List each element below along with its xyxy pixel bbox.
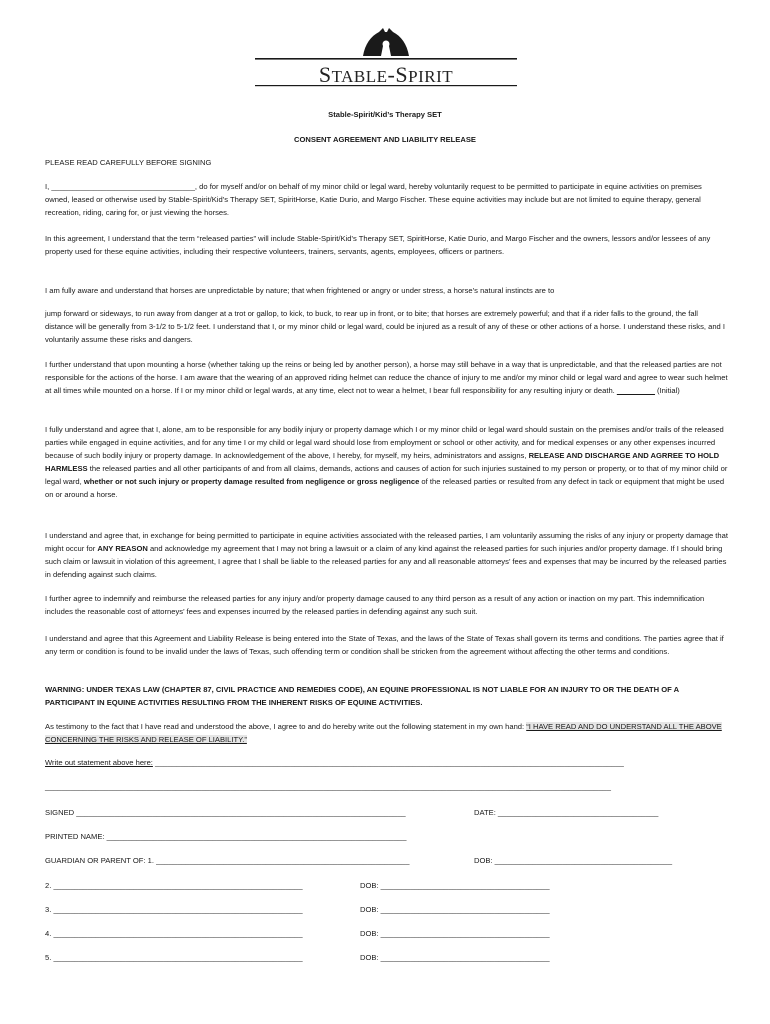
date-field[interactable]: DATE: ______________________________________	[474, 808, 659, 817]
paragraph-testimony: As testimony to the fact that I have read and understood the above, I agree to and do hereby write out the following statement in my own hand: “I HAVE READ AND DO UNDERSTAND ALL THE ABOVE CONCERNING THE RISKS AND RELEASE OF LIABILITY.”	[45, 722, 722, 744]
paragraph-released-parties: In this agreement, I understand that the term “released parties” will include Stable-Spirit/Kid’s Therapy SET, SpiritHorse, Katie Durio, and Margo Fischer and the owners, lessors and/or lessees of any property used for these equine activities, including their respective volunteers, trainers, servants, agents, employees, officers or partners.	[45, 234, 711, 256]
write-statement-field-2[interactable]: ______________________________________________________________________________________________________________________________________	[45, 782, 611, 791]
required-statement: “I HAVE READ AND DO UNDERSTAND ALL THE ABOVE CONCERNING THE RISKS AND RELEASE OF LIABILITY.”	[45, 722, 722, 744]
child-4-dob-field[interactable]: DOB: ________________________________________	[360, 929, 550, 938]
write-statement-label: Write out statement above here:	[45, 758, 153, 767]
guardian-child-1-field[interactable]: GUARDIAN OR PARENT OF: 1. ____________________________________________________________	[45, 856, 410, 865]
child-5-dob-field[interactable]: DOB: ________________________________________	[360, 953, 550, 962]
initial-field[interactable]: _________	[616, 386, 655, 395]
paragraph-release-discharge: I fully understand and agree that I, alone, am to be responsible for any bodily injury or property damage which I or my minor child or legal ward should sustain on the premises and/or trails of the released parties while engaged in equine activities, and for any time I or my child or legal ward should lose from employment or school or other activity, and for medical expenses or any other expenses incurred because of such bodily injury or property damage. In acknowledgement of the above, I hereby, for myself, my heirs, administrators and assigns, RELEASE AND DISCHARGE AND AGRREE TO HOLD HARMLESS the released parties and all other participants of and from all claims, demands, actions and causes of action for such injuries sustained to my person or property, or to that of my minor child or legal ward, whether or not such injury or property damage resulted from negligence or gross negligence of the released parties or resulted from any defect in tack or equipment that might be used on or around a horse.	[45, 425, 728, 499]
paragraph-texas-law: I understand and agree that this Agreement and Liability Release is being entered into the State of Texas, and the laws of the State of Texas shall govern its terms and conditions. The parties agree that if any term or condition is found to be invalid under the laws of Texas, such offending term or condition shall be stricken from the agreement without affecting the other terms and conditions.	[45, 634, 724, 656]
paragraph-helmet: I further understand that upon mounting a horse (whether taking up the reins or being led by another person), a horse may still behave in a way that is unpredictable, and that the released parties are not responsible for the actions of the horse. I am aware that the wearing of an approved riding helmet can reduce the chance of injury to me and/or my minor child or legal ward and agree to wear such helmet at all times while mounted on a horse. If I or my minor child or legal wards, at any time, elect not to wear a helmet, I bear full responsibility for any resulting injury or death. _________ (Initial)	[45, 360, 728, 395]
paragraph-indemnify: I further agree to indemnify and reimburse the released parties for any injury and/or property damage caused to any third person as a result of any action or inaction on my part. This indemnification includes the reasonable cost of attorneys’ fees and expenses incurred by the released parties in defending against any such suit.	[45, 594, 705, 616]
stable-spirit-logo	[255, 26, 517, 88]
logo-wordmark: STABLE-SPIRIT	[318, 62, 454, 87]
paragraph-request: I, __________________________________, do for myself and/or on behalf of my minor child or legal ward, hereby voluntarily request to be permitted to participate in equine activities on premises owned, leased or otherwise used by Stable-Spirit/Kid’s Therapy SET, SpiritHorse, Katie Durio, and Margo Fischer. These equine activities may include but are not limited to equine therapy, general recreation, riding, caring for, or just viewing the horses.	[45, 182, 702, 217]
write-statement-row	[45, 758, 624, 767]
child-5-field[interactable]: 5. ___________________________________________________________	[45, 953, 303, 962]
child-3-dob-field[interactable]: DOB: ________________________________________	[360, 905, 550, 914]
child-2-field[interactable]: 2. ___________________________________________________________	[45, 881, 303, 890]
child-4-field[interactable]: 4. ___________________________________________________________	[45, 929, 303, 938]
printed-name-field[interactable]: PRINTED NAME: _______________________________________________________________________	[45, 832, 407, 841]
warning-statement: WARNING: UNDER TEXAS LAW (CHAPTER 87, CIVIL PRACTICE AND REMEDIES CODE), AN EQUINE PROFESSIONAL IS NOT LIABLE FOR AN INJURY TO OR THE DEATH OF A PARTICIPANT IN EQUINE ACTIVITIES RESULTING FROM THE INHERENT RISKS OF EQUINE ACTIVITIES.	[45, 685, 679, 707]
write-statement-field[interactable]: _______________________________________________________________________________________________________________	[155, 758, 624, 767]
paragraph-horse-risks: jump forward or sideways, to run away from danger at a trot or gallop, to kick, to buck, to rear up in front, or to bite; that horses are extremely powerful; and that if a rider falls to the ground, the fall distance will be generally from 3-1/2 to 5-1/2 feet. I understand that I, or my minor child or legal ward, could be injured as a result of any of these or other actions of a horse. I understand these risks, and I voluntarily assume these risks and dangers.	[45, 309, 726, 344]
signed-field[interactable]: SIGNED ______________________________________________________________________________	[45, 808, 406, 817]
child-2-dob-field[interactable]: DOB: ________________________________________	[360, 881, 550, 890]
guardian-child-1-dob-field[interactable]: DOB: __________________________________________	[474, 856, 673, 865]
document-title: Stable-Spirit/Kid’s Therapy SET	[328, 110, 442, 119]
document-subtitle: CONSENT AGREEMENT AND LIABILITY RELEASE	[294, 135, 476, 144]
child-3-field[interactable]: 3. ___________________________________________________________	[45, 905, 303, 914]
read-notice: PLEASE READ CAREFULLY BEFORE SIGNING	[45, 158, 212, 167]
paragraph-assumption-of-risk: I understand and agree that, in exchange for being permitted to participate in equine activities associated with the released parties, I am voluntarily assuming the risks of any injury or property damage that might occur for ANY REASON and acknowledge my agreement that I may not bring a lawsuit or a claim of any kind against the released parties for such injuries and/or property damage. If I should bring such claim or lawsuit in violation of this agreement, I agree that I shall be liable to the released parties for any and all reasonable attorneys’ fees and expenses that may be incurred by the released parties in defending against such claims.	[45, 531, 728, 579]
paragraph-horses-unpredictable: I am fully aware and understand that horses are unpredictable by nature; that when frightened or angry or under stress, a horse’s natural instincts are to	[45, 286, 555, 295]
